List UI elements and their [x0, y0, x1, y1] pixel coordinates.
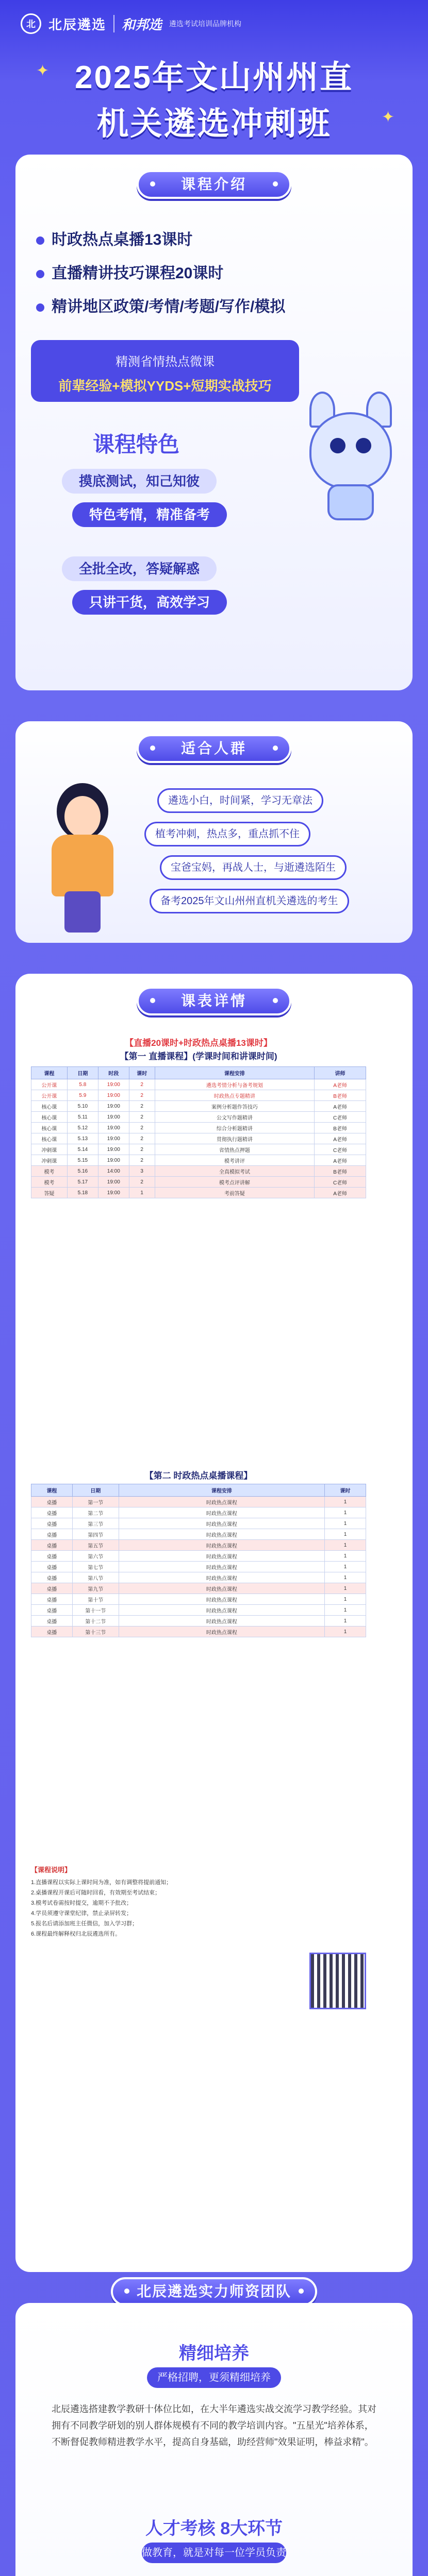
- schedule-subtitle: 【第一 直播课程】(学课时间和讲课时间): [120, 1052, 277, 1061]
- table-row: 桌播 第五节 时政热点课程 1: [31, 1540, 366, 1551]
- intro-bullet: 精讲地区政策/考情/考题/写作/模拟: [36, 294, 285, 316]
- audience-item: 植考冲刺，热点多，重点抓不住: [144, 822, 310, 846]
- bullet-dot-icon: [36, 303, 44, 312]
- feature-pill: 特色考情，精准备考: [72, 502, 227, 527]
- table-row: 桌播 第一节 时政热点课程 1: [31, 1497, 366, 1507]
- logo-divider: [113, 15, 114, 32]
- table-row: 桌播 第二节 时政热点课程 1: [31, 1507, 366, 1518]
- table-row: 公开课 5.9 19:00 2 时政热点专题精讲 B老师: [31, 1090, 366, 1101]
- intro-highlight-line1: 精测省情热点微课: [116, 355, 215, 369]
- feature-pill: 摸底测试，知己知彼: [62, 469, 217, 494]
- audience-item: 遴选小白，时间紧，学习无章法: [157, 788, 323, 813]
- table-row: 桌播 第七节 时政热点课程 1: [31, 1562, 366, 1572]
- table-row: 核心课 5.12 19:00 2 综合分析题精讲 B老师: [31, 1123, 366, 1133]
- intro-highlight: [31, 340, 299, 402]
- audience-item: 备考2025年文山州州直机关遴选的考生: [150, 889, 349, 913]
- table-row: 核心课 5.11 19:00 2 公文写作题精讲 C老师: [31, 1112, 366, 1123]
- intro-bullet: 时政热点桌播13课时: [36, 227, 192, 249]
- feature-pill: 只讲干货，高效学习: [72, 590, 227, 615]
- table-row: 桌播 第十二节 时政热点课程 1: [31, 1616, 366, 1626]
- table-row: 桌播 第十一节 时政热点课程 1: [31, 1605, 366, 1616]
- note-line: 5.报名后请添加班主任微信，加入学习群；: [31, 1921, 138, 1927]
- logo: [21, 13, 257, 34]
- logo-brand: 和邦选: [122, 16, 162, 32]
- note-line: 6.课程最终解释权归北辰遴选所有。: [31, 1931, 121, 1937]
- schedule-notes: [31, 1865, 366, 1939]
- note-line: 1.直播课程以实际上课时间为准，如有调整将提前通知；: [31, 1879, 172, 1886]
- table-row: 核心课 5.13 19:00 2 贯彻执行题精讲 A老师: [31, 1133, 366, 1144]
- schedule-table-recorded: [31, 1484, 366, 1637]
- schedule-subtitle-2: 【第二 时政热点桌播课程】: [144, 1471, 253, 1481]
- table-row: 桌播 第九节 时政热点课程 1: [31, 1583, 366, 1594]
- logo-name: 北辰遴选: [48, 16, 107, 32]
- table-row: 冲刺课 5.14 19:00 2 省情热点押题 C老师: [31, 1144, 366, 1155]
- table-row: 桌播 第八节 时政热点课程 1: [31, 1572, 366, 1583]
- audience-pill: 适合人群: [137, 734, 291, 763]
- page-title: 2025年文山州州直: [75, 60, 353, 95]
- page-title-line2: 机关遴选冲刺班: [96, 106, 332, 142]
- table-row: 答疑 5.18 19:00 1 考前答疑 A老师: [31, 1188, 366, 1198]
- schedule-pill: 课表详情: [137, 987, 291, 1015]
- note-line: 2.桌播课程开课后可随时回看，有效期至考试结束；: [31, 1890, 161, 1896]
- note-line: 3.模考试卷需按时提交，逾期不予批改；: [31, 1900, 133, 1906]
- person-illustration-icon: [36, 783, 129, 933]
- table-row: 冲刺课 5.15 19:00 2 模考讲评 A老师: [31, 1155, 366, 1166]
- intro-pill: 课程介绍: [137, 170, 291, 199]
- table-row: 桌播 第十节 时政热点课程 1: [31, 1594, 366, 1605]
- qr-code-icon: [309, 1953, 366, 2009]
- intro-highlight-line2: 前辈经验+模拟YYDS+短期实战技巧: [58, 378, 272, 394]
- table-header-row: 课程 日期 课程安排 课时: [31, 1484, 366, 1497]
- table-row: 模考 5.17 19:00 2 模考点评讲解 C老师: [31, 1177, 366, 1188]
- features-title: 课程特色: [93, 432, 180, 456]
- table-row: 桌播 第六节 时政热点课程 1: [31, 1551, 366, 1562]
- sparkle-icon: ✦: [382, 109, 395, 126]
- feature-pill: 全批全改，答疑解惑: [62, 556, 217, 581]
- header: [0, 0, 428, 170]
- schedule-table-live: [31, 1066, 366, 1198]
- bullet-dot-icon: [36, 236, 44, 245]
- logo-slogan: 遴选考试培训品牌机构: [169, 20, 242, 28]
- team-tag-2: 做教育，就是对每一位学员负责: [142, 2543, 286, 2563]
- table-row: 桌播 第十三节 时政热点课程 1: [31, 1626, 366, 1637]
- team-paragraph: 北辰遴选搭建教学教研十体位比如，在大半年遴选实战交流学习教学经验。其对拥有不同教学研划的别人群体规模有不同的教学培训内容。"五星光"培养体系，不断督促教师精进教学水平，提高自身基础，助经营师"效果证明，棒益求精"。: [52, 2404, 376, 2447]
- note-line: 4.学员须遵守课堂纪律，禁止录屏转发；: [31, 1910, 133, 1917]
- table-header-row: 课程 日期 时段 课时 课程安排 讲师: [31, 1067, 366, 1079]
- team-pill: 北辰遴选实力师资团队: [111, 2277, 317, 2306]
- table-row: 核心课 5.10 19:00 2 案例分析题作答技巧 A老师: [31, 1101, 366, 1112]
- notes-title: 【课程说明】: [31, 1866, 72, 1874]
- table-row: 公开课 5.8 19:00 2 遴选考情分析与备考规划 A老师: [31, 1079, 366, 1090]
- table-row: 桌播 第三节 时政热点课程 1: [31, 1518, 366, 1529]
- bullet-dot-icon: [36, 270, 44, 278]
- team-tag-1: 严格招聘，更须精细培养: [147, 2367, 281, 2388]
- team-heading-1: 精细培养: [179, 2344, 249, 2363]
- team-heading-2: 人才考核 8大环节: [145, 2519, 283, 2538]
- table-row: 模考 5.16 14:00 3 全真模拟考试 B老师: [31, 1166, 366, 1177]
- intro-bullet: 直播精讲技巧课程20课时: [36, 260, 223, 283]
- schedule-title: 【直播20课时+时政热点桌播13课时】: [125, 1038, 272, 1048]
- sparkle-icon: ✦: [36, 62, 50, 79]
- table-row: 桌播 第四节 时政热点课程 1: [31, 1529, 366, 1540]
- audience-item: 宝爸宝妈，再战人士，与逝遴选陌生: [160, 855, 347, 880]
- mascot-icon: [299, 392, 402, 526]
- logo-mark-icon: 北: [21, 13, 41, 34]
